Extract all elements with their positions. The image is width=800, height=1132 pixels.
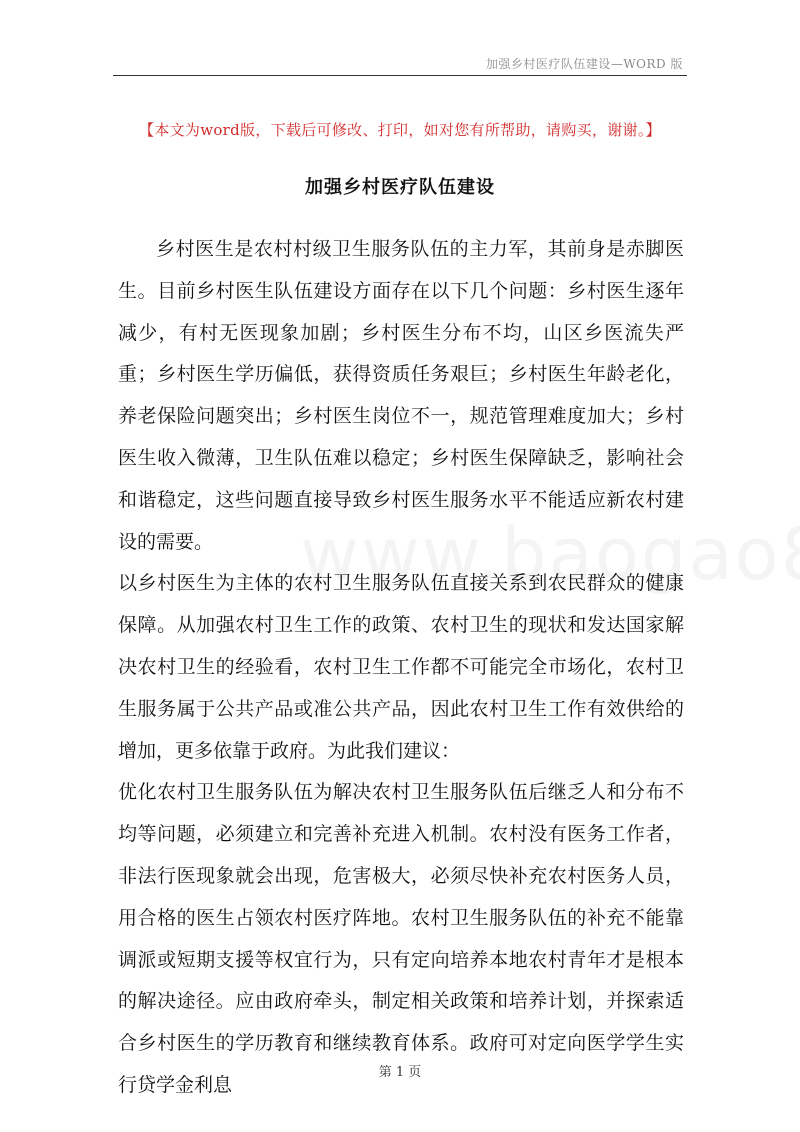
header-divider: [113, 75, 687, 76]
body-paragraph-2: 以乡村医生为主体的农村卫生服务队伍直接关系到农民群众的健康保障。从加强农村卫生工作的政策、农村卫生的现状和发达国家解决农村卫生的经验看，农村卫生工作都不可能完全市场化，农村卫生服务属于公共产品或准公共产品，因此农村卫生工作有效供给的增加，更多依靠于政府。为此我们建议：: [118, 572, 684, 762]
document-title: 加强乡村医疗队伍建设: [305, 177, 495, 198]
body-paragraph-3: 优化农村卫生服务队伍为解决农村卫生服务队伍后继乏人和分布不均等问题，必须建立和完善补充进入机制。农村没有医务工作者，非法行医现象就会出现，危害极大，必须尽快补充农村医务人员，用合格的医生占领农村医疗阵地。农村卫生服务队伍的补充不能靠调派或短期支援等权宜行为，只有定向培养本地农村青年才是根本的解决途径。应由政府牵头，制定相关政策和培养计划，并探索适合乡村医生的学历教育和继续教育体系。政府可对定向医学学生实行贷学金利息: [118, 781, 684, 1096]
document-body: [118, 229, 684, 1107]
page-number: 第 1 页: [378, 1065, 422, 1080]
purchase-notice: 【本文为word版，下载后可修改、打印，如对您有所帮助，请购买，谢谢。】: [139, 121, 661, 139]
body-paragraph-1: 乡村医生是农村村级卫生服务队伍的主力军，其前身是赤脚医生。目前乡村医生队伍建设方面存在以下几个问题：乡村医生逐年减少，有村无医现象加剧；乡村医生分布不均，山区乡医流失严重；乡村医生学历偏低，获得资质任务艰巨；乡村医生年龄老化，养老保险问题突出；乡村医生岗位不一，规范管理难度加大；乡村医生收入微薄，卫生队伍难以稳定；乡村医生保障缺乏，影响社会和谐稳定，这些问题直接导致乡村医生服务水平不能适应新农村建设的需要。: [118, 238, 684, 553]
running-header: 加强乡村医疗队伍建设—WORD 版: [485, 57, 683, 71]
